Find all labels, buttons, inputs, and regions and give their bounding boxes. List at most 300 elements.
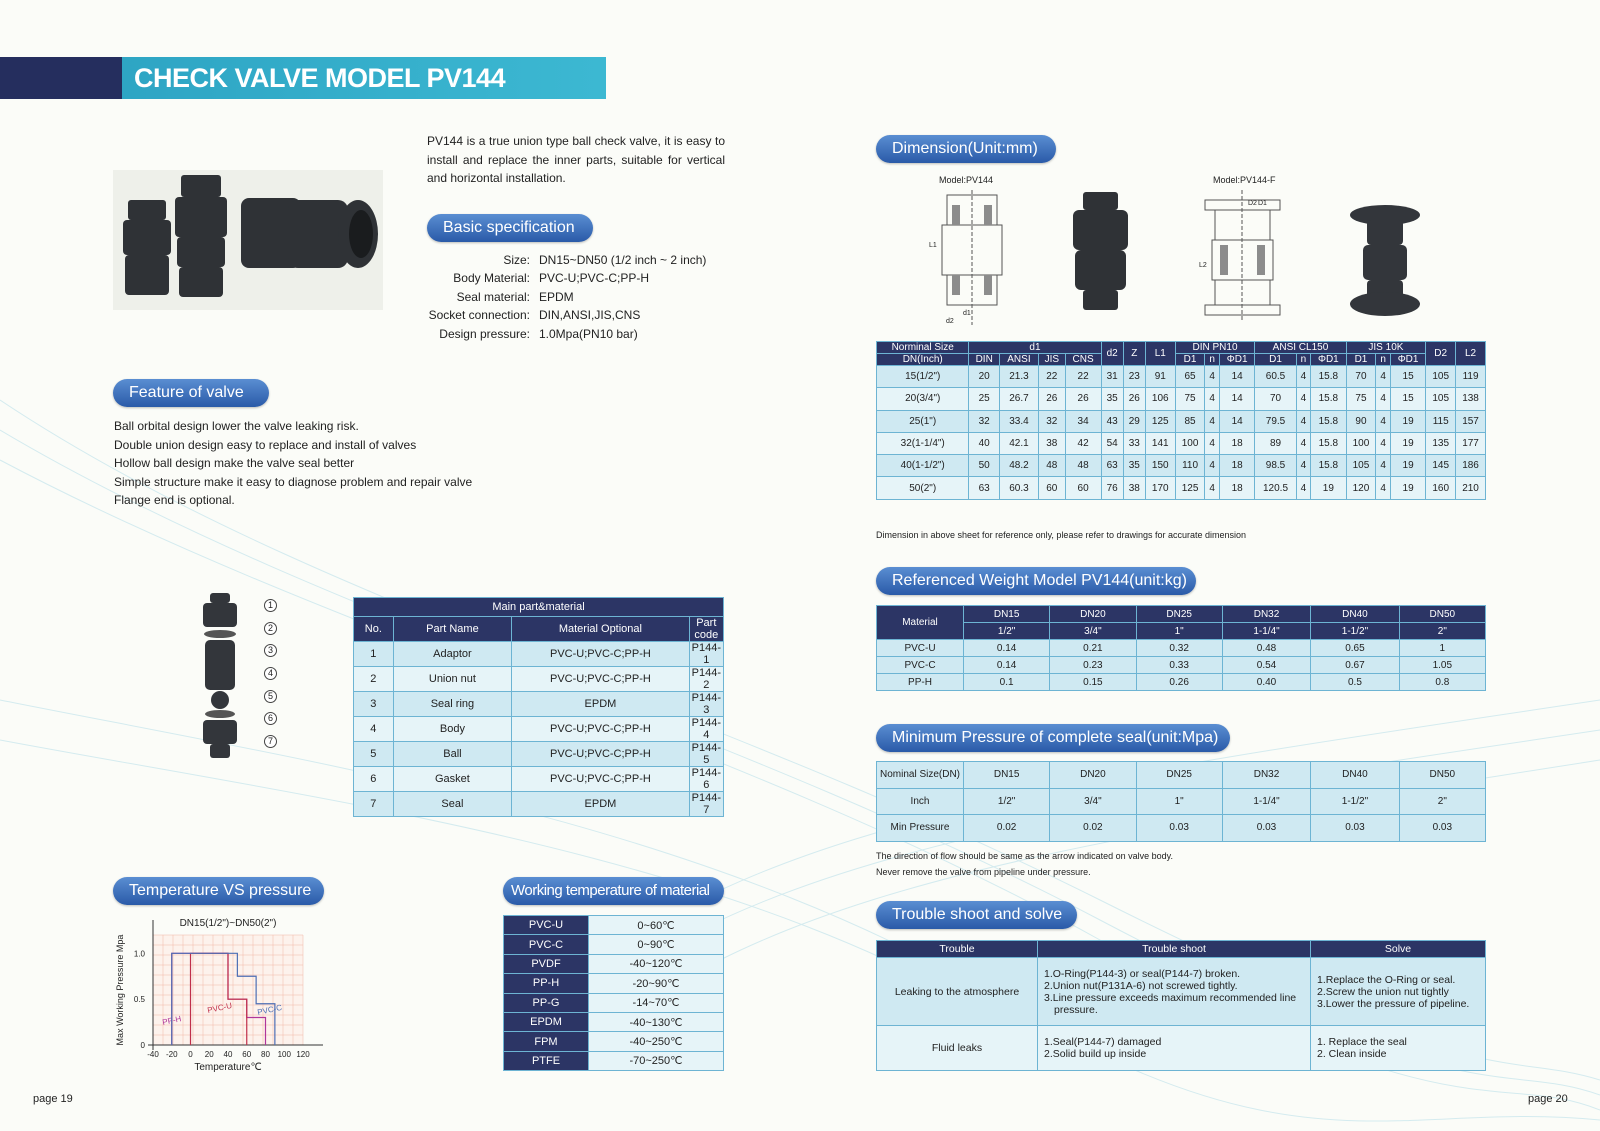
working-temp-heading: Working temperature of material — [503, 877, 724, 905]
table-cell: 120 — [1346, 477, 1376, 499]
table-cell: P144-3 — [689, 692, 723, 717]
table-cell: PVC-U;PVC-C;PP-H — [512, 767, 689, 792]
table-cell: 119 — [1456, 366, 1486, 388]
table-cell: 32 — [969, 410, 1000, 432]
table-cell: 42.1 — [999, 432, 1038, 454]
table-cell: 0.67 — [1311, 657, 1399, 674]
spec-value-body: PVC-U;PVC-C;PP-H — [539, 271, 650, 285]
working-temp-row — [504, 1012, 724, 1031]
trouble-shoot-line: 2.Union nut(P131A-6) not screwed tightly. — [1044, 979, 1238, 992]
feature-item: Ball orbital design lower the valve leaking risk. — [114, 419, 359, 433]
table-cell: 0.1 — [964, 674, 1050, 691]
trouble-shoot-line: 2.Solid build up inside — [1044, 1048, 1147, 1060]
table-cell: 70 — [1346, 366, 1376, 388]
trouble-header: Solve — [1311, 941, 1486, 958]
dimension-row — [877, 388, 1486, 410]
table-cell: 4 — [1296, 477, 1311, 499]
drawing-label-d1f: D1 — [1258, 200, 1267, 207]
table-cell: 35 — [1123, 455, 1145, 477]
table-cell: 15.8 — [1311, 388, 1346, 410]
table-cell: EPDM — [504, 1012, 589, 1031]
table-cell: 4 — [1296, 388, 1311, 410]
table-cell: P144-4 — [689, 717, 723, 742]
table-cell: 105 — [1426, 366, 1456, 388]
chart-x-tick: 40 — [223, 1050, 233, 1059]
drawing-label-d2f: D2 — [1248, 200, 1257, 207]
table-cell: 4 — [1205, 432, 1220, 454]
table-cell: 0.14 — [964, 640, 1050, 657]
trouble-shoot-line: 3.Line pressure exceeds maximum recommended line pressure. — [1044, 991, 1297, 1016]
drawing-label-l2: L2 — [1199, 262, 1207, 269]
trouble-heading: Trouble shoot and solve — [876, 901, 1077, 929]
table-cell: 4 — [1296, 455, 1311, 477]
table-cell: 60.3 — [999, 477, 1038, 499]
table-cell: Leaking to the atmosphere — [877, 958, 1038, 1026]
feature-item: Double union design easy to replace and install of valves — [114, 438, 417, 452]
spec-label-socket: Socket connection: — [428, 308, 530, 322]
table-cell: 75 — [1346, 388, 1376, 410]
table-cell: 76 — [1101, 477, 1123, 499]
table-cell: 0.15 — [1050, 674, 1136, 691]
chart-x-tick: 0 — [188, 1050, 193, 1059]
table-cell: 4 — [1376, 455, 1391, 477]
table-cell: 0.5 — [1311, 674, 1399, 691]
table-cell: 32(1-1/4") — [877, 432, 969, 454]
trouble-shoot-cell — [1038, 958, 1311, 1026]
table-cell: 145 — [1426, 455, 1456, 477]
table-cell: Gasket — [393, 767, 512, 792]
dim-group-header: JIS 10K — [1346, 342, 1426, 354]
parts-row — [354, 667, 724, 692]
table-cell: 38 — [1123, 477, 1145, 499]
weight-dn-header: DN50 — [1399, 606, 1485, 623]
chart-x-tick: 20 — [204, 1050, 214, 1059]
table-cell: Ball — [393, 742, 512, 767]
intro-text: PV144 is a true union type ball check valve, it is easy to install and replace the inner parts, suitable for vertical and horizontal installation. — [427, 134, 725, 185]
chart-y-tick: 0.5 — [133, 995, 145, 1005]
dimension-row — [877, 477, 1486, 499]
working-temp-row — [504, 935, 724, 954]
table-cell: 20(3/4") — [877, 388, 969, 410]
table-cell: DN50 — [1399, 762, 1485, 789]
table-cell: 4 — [1205, 410, 1220, 432]
dim-group-header: L1 — [1145, 342, 1175, 366]
model-label-pv144f: Model:PV144-F — [1213, 175, 1276, 185]
table-cell: 60.5 — [1255, 366, 1296, 388]
working-temp-row — [504, 974, 724, 993]
trouble-row — [877, 1026, 1486, 1071]
trouble-shoot-line: 1.Seal(P144-7) damaged — [1044, 1036, 1162, 1048]
weight-inch-header: 1/2" — [964, 623, 1050, 640]
exploded-view — [185, 590, 255, 775]
chart-title: DN15(1/2")~DN50(2") — [179, 918, 277, 929]
table-cell: PP-H — [504, 974, 589, 993]
table-cell: 19 — [1311, 477, 1346, 499]
model-label-pv144: Model:PV144 — [939, 175, 994, 185]
table-cell: 15.8 — [1311, 455, 1346, 477]
table-cell: 1-1/2" — [1311, 788, 1399, 815]
table-cell: 0.26 — [1136, 674, 1222, 691]
table-cell: 50(2") — [877, 477, 969, 499]
weight-inch-header: 3/4" — [1050, 623, 1136, 640]
callout-number: 7 — [264, 735, 277, 748]
spec-label-pressure: Design pressure: — [439, 327, 530, 341]
table-cell: Adaptor — [393, 642, 512, 667]
min-pressure-row — [877, 815, 1486, 842]
drawing-label-l1: L1 — [929, 242, 937, 249]
solve-line: 2. Clean inside — [1317, 1048, 1387, 1060]
parts-row — [354, 792, 724, 817]
table-cell: 0.40 — [1222, 674, 1310, 691]
table-cell: 160 — [1426, 477, 1456, 499]
pv144-drawing — [932, 190, 1012, 330]
table-cell: 141 — [1145, 432, 1175, 454]
solve-line: 1.Replace the O-Ring or seal. — [1317, 973, 1456, 986]
table-cell: 5 — [354, 742, 394, 767]
dim-group-header: ANSI CL150 — [1255, 342, 1346, 354]
weight-inch-header: 1-1/2" — [1311, 623, 1399, 640]
table-cell: 33 — [1123, 432, 1145, 454]
table-cell: Seal — [393, 792, 512, 817]
weight-inch-header: 1-1/4" — [1222, 623, 1310, 640]
table-cell: 1 — [354, 642, 394, 667]
weight-dn-header: DN40 — [1311, 606, 1399, 623]
table-cell: P144-7 — [689, 792, 723, 817]
parts-row — [354, 742, 724, 767]
table-cell: 0.02 — [964, 815, 1050, 842]
table-cell: 65 — [1175, 366, 1205, 388]
parts-row — [354, 692, 724, 717]
weight-dn-header: DN32 — [1222, 606, 1310, 623]
dim-sub-header: n — [1296, 354, 1311, 366]
callout-number: 2 — [264, 622, 277, 635]
page-number-right: page 20 — [1528, 1093, 1568, 1105]
table-cell: -20~90℃ — [589, 974, 724, 993]
table-cell: EPDM — [512, 792, 689, 817]
dim-group-header: d1 — [969, 342, 1101, 354]
dim-sub-header: ΦD1 — [1219, 354, 1254, 366]
table-cell: 100 — [1175, 432, 1205, 454]
table-cell: 170 — [1145, 477, 1175, 499]
table-cell: 106 — [1145, 388, 1175, 410]
table-cell: 90 — [1346, 410, 1376, 432]
table-cell: 18 — [1219, 477, 1254, 499]
table-cell: PTFE — [504, 1051, 589, 1070]
weight-heading: Referenced Weight Model PV144(unit:kg) — [876, 567, 1196, 595]
table-cell: 4 — [354, 717, 394, 742]
dim-group-header: d2 — [1101, 342, 1123, 366]
table-cell: 26 — [1038, 388, 1065, 410]
table-cell: DN15 — [964, 762, 1050, 789]
table-cell: 0.03 — [1136, 815, 1222, 842]
chart-x-tick: 100 — [277, 1050, 291, 1059]
weight-material-header: Material — [877, 606, 964, 640]
table-cell: PVC-C — [877, 657, 964, 674]
table-cell: 4 — [1296, 366, 1311, 388]
table-cell: 40 — [969, 432, 1000, 454]
table-cell: P144-5 — [689, 742, 723, 767]
chart-y-tick: 0 — [140, 1041, 145, 1050]
callout-number: 4 — [264, 667, 277, 680]
trouble-header: Trouble shoot — [1038, 941, 1311, 958]
table-cell: P144-6 — [689, 767, 723, 792]
table-cell: 18 — [1219, 432, 1254, 454]
trouble-shoot-line: 1.O-Ring(P144-3) or seal(P144-7) broken. — [1044, 967, 1241, 980]
feature-heading: Feature of valve — [113, 379, 269, 407]
min-pressure-heading: Minimum Pressure of complete seal(unit:Mpa) — [876, 724, 1230, 752]
table-cell: 38 — [1038, 432, 1065, 454]
table-cell: Nominal Size(DN) — [877, 762, 964, 789]
table-cell: 4 — [1205, 388, 1220, 410]
table-cell: 115 — [1426, 410, 1456, 432]
table-cell: Seal ring — [393, 692, 512, 717]
dimension-row — [877, 410, 1486, 432]
table-cell: -40~130℃ — [589, 1012, 724, 1031]
working-temp-row — [504, 993, 724, 1012]
table-cell: 20 — [969, 366, 1000, 388]
table-cell: 0.02 — [1050, 815, 1136, 842]
callout-number: 1 — [264, 599, 277, 612]
trouble-table — [876, 940, 1486, 1071]
table-cell: 150 — [1145, 455, 1175, 477]
spec-label-body: Body Material: — [453, 271, 530, 285]
trouble-row — [877, 958, 1486, 1026]
table-cell: 25(1") — [877, 410, 969, 432]
flow-note: The direction of flow should be same as the arrow indicated on valve body. — [876, 851, 1173, 861]
table-cell: 85 — [1175, 410, 1205, 432]
solve-line: 1. Replace the seal — [1317, 1036, 1407, 1048]
weight-row — [877, 674, 1486, 691]
working-temp-row — [504, 954, 724, 973]
table-cell: 0.03 — [1222, 815, 1310, 842]
page-title: CHECK VALVE MODEL PV144 — [122, 57, 606, 99]
working-temp-row — [504, 1032, 724, 1051]
table-cell: PVC-U;PVC-C;PP-H — [512, 642, 689, 667]
table-cell: 54 — [1101, 432, 1123, 454]
chart-y-label: Max Working Pressure Mpa — [115, 934, 125, 1046]
table-cell: PVC-U;PVC-C;PP-H — [512, 717, 689, 742]
table-cell: P144-1 — [689, 642, 723, 667]
pv144f-drawing — [1200, 190, 1285, 320]
chart-x-tick: 120 — [296, 1050, 310, 1059]
drawing-label-d1: d1 — [963, 310, 971, 317]
dim-sub-header: D1 — [1255, 354, 1296, 366]
table-cell: 4 — [1296, 432, 1311, 454]
table-cell: 4 — [1296, 410, 1311, 432]
basic-spec-heading: Basic specification — [427, 214, 593, 242]
table-cell: 105 — [1426, 388, 1456, 410]
weight-row — [877, 640, 1486, 657]
table-cell: 91 — [1145, 366, 1175, 388]
table-cell: 26 — [1123, 388, 1145, 410]
product-photo — [113, 170, 383, 310]
feature-item: Simple structure make it easy to diagnose problem and repair valve — [114, 475, 473, 489]
table-cell: 0.23 — [1050, 657, 1136, 674]
table-cell: 2 — [354, 667, 394, 692]
table-cell: 48 — [1065, 455, 1101, 477]
dimension-row — [877, 455, 1486, 477]
parts-table-title: Main part&material — [354, 598, 724, 617]
weight-row — [877, 657, 1486, 674]
dim-sub-header: ΦD1 — [1390, 354, 1425, 366]
min-pressure-row — [877, 762, 1486, 789]
table-cell: 105 — [1346, 455, 1376, 477]
table-cell: 89 — [1255, 432, 1296, 454]
table-cell: 19 — [1390, 477, 1425, 499]
parts-header: No. — [354, 617, 394, 642]
table-cell: -40~250℃ — [589, 1032, 724, 1051]
table-cell: PVC-U;PVC-C;PP-H — [512, 667, 689, 692]
temp-pressure-heading: Temperature VS pressure — [113, 877, 324, 905]
table-cell: 19 — [1390, 432, 1425, 454]
table-cell: Min Pressure — [877, 815, 964, 842]
table-cell: 4 — [1376, 366, 1391, 388]
table-cell: 0.48 — [1222, 640, 1310, 657]
table-cell: 120.5 — [1255, 477, 1296, 499]
table-cell: 177 — [1456, 432, 1486, 454]
table-cell: 7 — [354, 792, 394, 817]
table-cell: PVDF — [504, 954, 589, 973]
parts-header: Material Optional — [512, 617, 689, 642]
table-cell: 98.5 — [1255, 455, 1296, 477]
table-cell: 0.8 — [1399, 674, 1485, 691]
pressure-note: Never remove the valve from pipeline under pressure. — [876, 867, 1091, 877]
dimension-row — [877, 432, 1486, 454]
table-cell: 26 — [1065, 388, 1101, 410]
table-cell: 125 — [1145, 410, 1175, 432]
page-number-left: page 19 — [33, 1093, 73, 1105]
table-cell: 15.8 — [1311, 410, 1346, 432]
working-temp-table — [503, 915, 724, 1071]
dim-group-header: D2 — [1426, 342, 1456, 366]
table-cell: 48 — [1038, 455, 1065, 477]
table-cell: 15.8 — [1311, 432, 1346, 454]
table-cell: 50 — [969, 455, 1000, 477]
table-cell: 4 — [1376, 388, 1391, 410]
table-cell: 3 — [354, 692, 394, 717]
dim-sub-header: JIS — [1038, 354, 1065, 366]
table-cell: 15 — [1390, 366, 1425, 388]
table-cell: 23 — [1123, 366, 1145, 388]
working-temp-row — [504, 916, 724, 935]
table-cell: 42 — [1065, 432, 1101, 454]
table-cell: 25 — [969, 388, 1000, 410]
table-cell: DN40 — [1311, 762, 1399, 789]
parts-row — [354, 717, 724, 742]
table-cell: 0~90℃ — [589, 935, 724, 954]
table-cell: 63 — [969, 477, 1000, 499]
table-cell: 31 — [1101, 366, 1123, 388]
solve-line: 3.Lower the pressure of pipeline. — [1317, 997, 1470, 1010]
table-cell: PVC-U — [504, 916, 589, 935]
feature-item: Hollow ball design make the valve seal better — [114, 456, 355, 470]
table-cell: EPDM — [512, 692, 689, 717]
table-cell: 60 — [1065, 477, 1101, 499]
table-cell: -40~120℃ — [589, 954, 724, 973]
table-cell: P144-2 — [689, 667, 723, 692]
table-cell: 138 — [1456, 388, 1486, 410]
table-cell: 75 — [1175, 388, 1205, 410]
spec-value-size: DN15~DN50 (1/2 inch ~ 2 inch) — [539, 253, 707, 267]
table-cell: 33.4 — [999, 410, 1038, 432]
chart-x-tick: -40 — [147, 1050, 159, 1059]
table-cell: DN20 — [1050, 762, 1136, 789]
table-cell: 48.2 — [999, 455, 1038, 477]
parts-row — [354, 642, 724, 667]
table-cell: 0.54 — [1222, 657, 1310, 674]
table-cell: 125 — [1175, 477, 1205, 499]
table-cell: 1-1/4" — [1222, 788, 1310, 815]
table-cell: 14 — [1219, 388, 1254, 410]
table-cell: 29 — [1123, 410, 1145, 432]
dim-group-header: Norminal Size — [877, 342, 969, 354]
table-cell: 157 — [1456, 410, 1486, 432]
parts-table — [353, 597, 724, 817]
table-cell: 4 — [1205, 477, 1220, 499]
callout-number: 3 — [264, 644, 277, 657]
table-cell: 1" — [1136, 788, 1222, 815]
table-cell: Fluid leaks — [877, 1026, 1038, 1071]
table-cell: 3/4" — [1050, 788, 1136, 815]
dim-sub-header: n — [1376, 354, 1391, 366]
dim-sub-header: D1 — [1175, 354, 1205, 366]
table-cell: 79.5 — [1255, 410, 1296, 432]
dim-group-header: L2 — [1456, 342, 1486, 366]
weight-dn-header: DN25 — [1136, 606, 1222, 623]
dimension-note: Dimension in above sheet for reference only, please refer to drawings for accurate dimension — [876, 530, 1247, 540]
working-temp-row — [504, 1051, 724, 1070]
table-cell: 1 — [1399, 640, 1485, 657]
chart-series-label: PVC-U — [206, 1000, 233, 1015]
chart-y-tick: 1.0 — [133, 949, 145, 959]
table-cell: 14 — [1219, 366, 1254, 388]
dim-sub-header: n — [1205, 354, 1220, 366]
chart-series-label: PVC-C — [256, 1002, 283, 1017]
dim-sub-header: ΦD1 — [1311, 354, 1346, 366]
spec-label-seal: Seal material: — [456, 290, 530, 304]
min-pressure-row — [877, 788, 1486, 815]
header-accent-bar — [0, 57, 122, 99]
table-cell: 0.33 — [1136, 657, 1222, 674]
table-cell: 34 — [1065, 410, 1101, 432]
table-cell: 186 — [1456, 455, 1486, 477]
table-cell: 0.65 — [1311, 640, 1399, 657]
table-cell: PVC-U — [877, 640, 964, 657]
drawing-label-d2: d2 — [946, 318, 954, 325]
table-cell: DN32 — [1222, 762, 1310, 789]
spec-value-socket: DIN,ANSI,JIS,CNS — [539, 308, 641, 322]
pv144f-photo — [1345, 200, 1425, 320]
table-cell: 22 — [1065, 366, 1101, 388]
dim-sub-header: DIN — [969, 354, 1000, 366]
table-cell: 210 — [1456, 477, 1486, 499]
table-cell: 35 — [1101, 388, 1123, 410]
table-cell: PP-H — [877, 674, 964, 691]
dim-sub-header: DN(Inch) — [877, 354, 969, 366]
table-cell: 1/2" — [964, 788, 1050, 815]
table-cell: 4 — [1376, 410, 1391, 432]
solve-cell — [1311, 958, 1486, 1026]
table-cell: 70 — [1255, 388, 1296, 410]
table-cell: 63 — [1101, 455, 1123, 477]
table-cell: 60 — [1038, 477, 1065, 499]
table-cell: 4 — [1376, 432, 1391, 454]
dim-group-header: DIN PN10 — [1175, 342, 1255, 354]
chart-x-label: Temperature℃ — [194, 1062, 262, 1073]
table-cell: 26.7 — [999, 388, 1038, 410]
table-cell: Inch — [877, 788, 964, 815]
table-cell: 100 — [1346, 432, 1376, 454]
